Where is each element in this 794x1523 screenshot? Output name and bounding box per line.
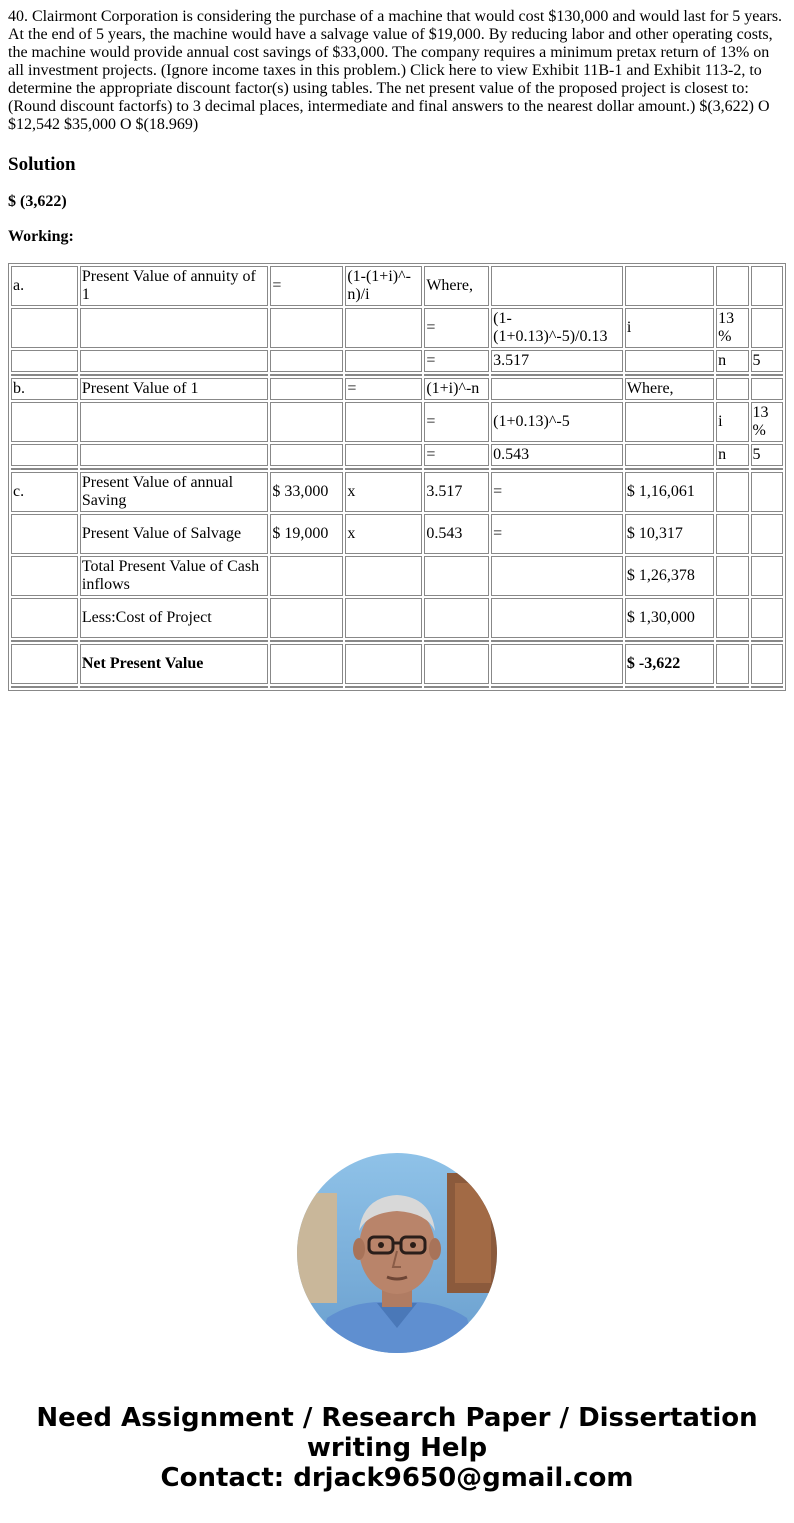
question-text: 40. Clairmont Corporation is considering the purchase of a machine that would cost $130,000 and would last for 5 years. At the end of 5 years, the machine would have a salvage value of $19,000. By reducing labor and other operating costs, the machine would provide annual cost savings of $33,000. The company requires a minimum pretax return of 13% on all investment projects. (Ignore income taxes in this problem.) Click here to view Exhibit 11B-1 and Exhibit 113-2, to determine the appropriate discount factor(s) using tables. The net present value of the proposed project is closest to: (Round discount factorfs) to 3 decimal places, intermediate and final answers to the nearest dollar amount.) $(3,622) O $12,542 $35,000 O $(18.969) [8,8,783,133]
table-cell [625,444,714,466]
table-cell [11,644,78,684]
table-cell [424,598,489,638]
table-cell [625,402,714,442]
table-cell [80,350,268,372]
table-cell [716,514,748,554]
table-cell [345,308,422,348]
table-cell [270,644,343,684]
table-cell [625,266,714,306]
table-cell: = [424,350,489,372]
table-cell [716,644,748,684]
table-cell: (1+0.13)^-5 [491,402,623,442]
table-cell [270,350,343,372]
solution-heading: Solution [8,154,76,175]
table-row [11,598,783,638]
table-cell [270,598,343,638]
table-cell: 5 [751,350,784,372]
table-row [11,266,783,306]
table-cell [270,308,343,348]
table-cell: $ 1,16,061 [625,472,714,512]
table-cell: (1-(1+i)^-n)/i [345,266,422,306]
table-cell: (1-(1+0.13)^-5)/0.13 [491,308,623,348]
table-cell: $ 1,26,378 [625,556,714,596]
table-cell [491,378,623,400]
table-cell [751,266,784,306]
table-cell: Less:Cost of Project [80,598,268,638]
table-cell: 3.517 [491,350,623,372]
table-cell [491,598,623,638]
table-cell: Where, [625,378,714,400]
table-cell [751,472,784,512]
person-photo-icon [297,1153,497,1353]
table-cell [751,378,784,400]
table-cell: Present Value of annual Saving [80,472,268,512]
author-photo [297,1153,497,1353]
table-cell: a. [11,266,78,306]
table-cell [270,378,343,400]
table-cell [11,308,78,348]
table-cell: 0.543 [491,444,623,466]
table-row-total [11,644,783,684]
document-body [8,8,786,691]
table-cell [270,402,343,442]
table-cell: x [345,514,422,554]
promo-line-1: Need Assignment / Research Paper / Dissertation [36,1403,758,1433]
table-cell: 3.517 [424,472,489,512]
table-cell: c. [11,472,78,512]
table-cell [345,444,422,466]
table-row [11,472,783,512]
table-cell: Present Value of 1 [80,378,268,400]
table-cell: $ 10,317 [625,514,714,554]
table-separator-row [11,374,783,376]
table-cell [345,350,422,372]
table-cell: = [424,308,489,348]
table-cell: = [491,472,623,512]
table-cell [270,444,343,466]
table-cell [625,350,714,372]
table-cell [751,514,784,554]
table-cell [345,598,422,638]
table-cell: $ 19,000 [270,514,343,554]
table-cell [345,644,422,684]
table-cell [11,444,78,466]
table-cell: 13% [751,402,784,442]
table-row [11,350,783,372]
table-cell [424,644,489,684]
table-cell [716,266,748,306]
table-cell: $ -3,622 [625,644,714,684]
table-cell [751,556,784,596]
promo-contact: Contact: drjack9650@gmail.com [160,1463,634,1493]
table-cell: n [716,444,748,466]
table-separator-row [11,640,783,642]
table-cell: $ 1,30,000 [625,598,714,638]
table-row [11,556,783,596]
table-cell: = [491,514,623,554]
table-cell: $ 33,000 [270,472,343,512]
table-cell: = [270,266,343,306]
promo-line-2: writing Help [306,1433,488,1463]
table-cell [716,598,748,638]
table-cell: 13% [716,308,748,348]
working-table-wrapper [8,263,786,691]
table-separator-row [11,686,783,688]
table-cell [345,556,422,596]
table-cell: Net Present Value [80,644,268,684]
table-row [11,514,783,554]
table-cell: 5 [751,444,784,466]
table-row [11,402,783,442]
table-cell: Present Value of annuity of 1 [80,266,268,306]
table-cell [716,556,748,596]
table-cell [80,444,268,466]
table-cell: n [716,350,748,372]
table-row [11,308,783,348]
table-cell: b. [11,378,78,400]
table-cell [716,378,748,400]
table-cell [751,308,784,348]
table-cell [11,514,78,554]
table-cell [424,556,489,596]
table-cell: = [424,402,489,442]
table-cell: i [625,308,714,348]
table-cell: Present Value of Salvage [80,514,268,554]
table-cell [11,598,78,638]
working-label: Working: [8,228,74,245]
answer-value: $ (3,622) [8,193,67,210]
table-row [11,444,783,466]
table-cell [751,644,784,684]
table-cell: (1+i)^-n [424,378,489,400]
promo-banner [0,1403,794,1493]
table-cell: 0.543 [424,514,489,554]
table-cell [716,472,748,512]
table-cell [80,308,268,348]
table-cell: = [424,444,489,466]
table-cell [751,598,784,638]
table-cell [491,266,623,306]
table-separator-row [11,468,783,470]
table-cell: Where, [424,266,489,306]
table-cell [345,402,422,442]
table-cell [491,556,623,596]
table-cell: Total Present Value of Cash inflows [80,556,268,596]
table-cell [11,556,78,596]
table-cell: = [345,378,422,400]
table-cell [270,556,343,596]
table-row [11,378,783,400]
table-cell [80,402,268,442]
table-cell [11,402,78,442]
table-cell: x [345,472,422,512]
table-cell [11,350,78,372]
table-cell: i [716,402,748,442]
working-table [8,263,786,691]
table-cell [491,644,623,684]
